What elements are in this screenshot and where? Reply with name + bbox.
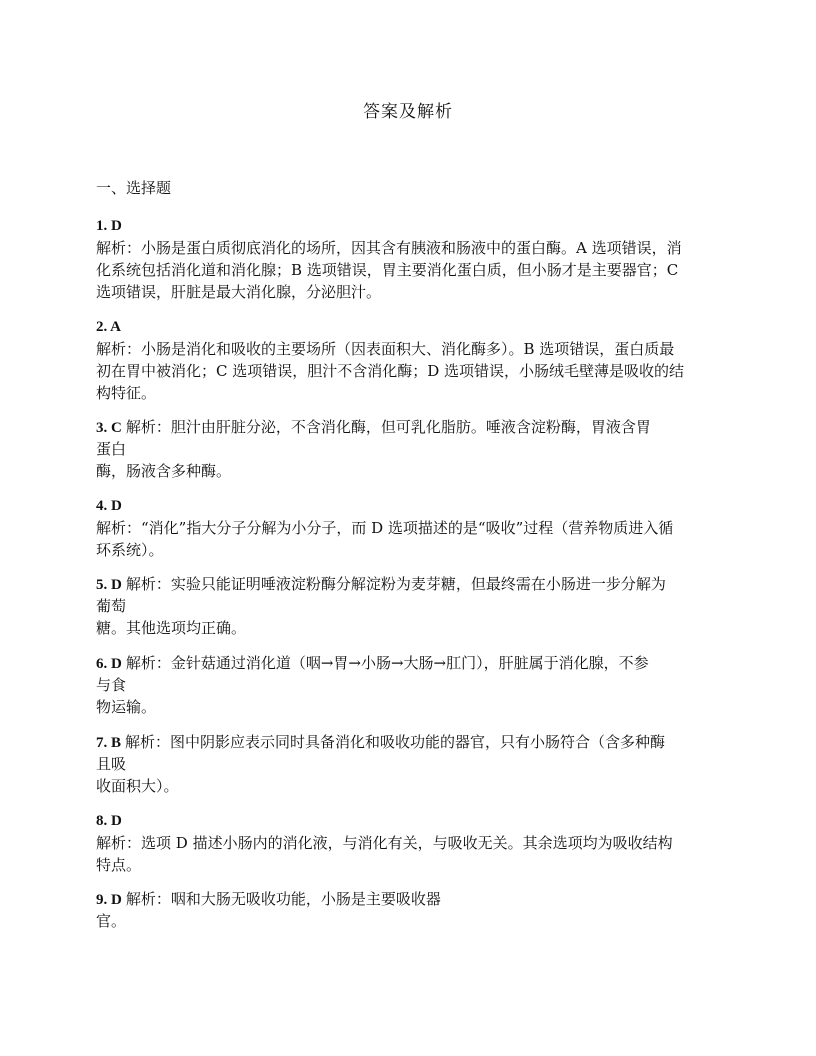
answer-number: 7. B (96, 735, 122, 751)
answer-number: 6. D (96, 656, 122, 672)
answer-row (96, 573, 666, 596)
answer-number: 8. D (96, 813, 122, 829)
explanation-line: 收面积大）。 (96, 777, 179, 795)
section-heading: 一、选择题 (96, 179, 172, 197)
explanation-line: 特点。 (96, 856, 142, 874)
answer-number: 9. D (96, 892, 122, 908)
explanation-line: 解析：图中阴影应表示同时具备消化和吸收功能的器官，只有小肠符合（含多种酶 (125, 733, 666, 751)
explanation-line: 且吸 (96, 755, 127, 773)
answer-number: 4. D (96, 498, 122, 514)
explanation-line: 构特征。 (96, 384, 157, 402)
answer-number: 1. D (96, 218, 122, 234)
explanation-line: 环系统）。 (96, 541, 164, 559)
explanation-line: 解析：金针菇通过消化道（咽→胃→小肠→大肠→肛门），肝脏属于消化腺，不参 (125, 654, 649, 672)
explanation-line: 解析：咽和大肠无吸收功能，小肠是主要吸收器 (125, 890, 441, 908)
answer-row (96, 888, 441, 911)
explanation-line: 解析：胆汁由肝脏分泌，不含消化酶，但可乳化脂肪。唾液含淀粉酶，胃液含胃 (125, 418, 651, 436)
explanation-line: 物运输。 (96, 698, 157, 716)
answer-row (96, 731, 665, 754)
answer-number: 3. C (96, 420, 122, 436)
explanation-line: 解析：小肠是消化和吸收的主要场所（因表面积大、消化酶多）。B 选项错误，蛋白质最 (96, 340, 675, 358)
explanation-line: 解析：“消化”指大分子分解为小分子，而 D 选项描述的是“吸收”过程（营养物质进入循 (96, 519, 674, 537)
explanation-line: 初在胃中被消化；C 选项错误，胆汁不含消化酶；D 选项错误，小肠绒毛壁薄是吸收的结 (96, 362, 685, 380)
explanation-line: 解析：选项 D 描述小肠内的消化液，与消化有关，与吸收无关。其余选项均为吸收结构 (96, 834, 673, 852)
answer-number: 2. A (96, 319, 122, 335)
explanation-line: 解析：小肠是蛋白质彻底消化的场所，因其含有胰液和肠液中的蛋白酶。A 选项错误，消 (96, 239, 682, 257)
explanation-line: 糖。其他选项均正确。 (96, 619, 247, 637)
explanation-line: 与食 (96, 676, 127, 694)
explanation-line: 解析：实验只能证明唾液淀粉酶分解淀粉为麦芽糖，但最终需在小肠进一步分解为 (125, 575, 666, 593)
page-title: 答案及解析 (363, 102, 453, 122)
answer-row (96, 652, 649, 675)
explanation-line: 蛋白 (96, 440, 127, 458)
explanation-line: 葡萄 (96, 597, 127, 615)
explanation-line: 酶，肠液含多种酶。 (96, 462, 232, 480)
answer-row (96, 416, 651, 439)
explanation-line: 官。 (96, 912, 127, 930)
explanation-line: 选项错误，肝脏是最大消化腺，分泌胆汁。 (96, 283, 382, 301)
answer-number: 5. D (96, 577, 122, 593)
explanation-line: 化系统包括消化道和消化腺；B 选项错误，胃主要消化蛋白质，但小肠才是主要器官；C (96, 261, 679, 279)
